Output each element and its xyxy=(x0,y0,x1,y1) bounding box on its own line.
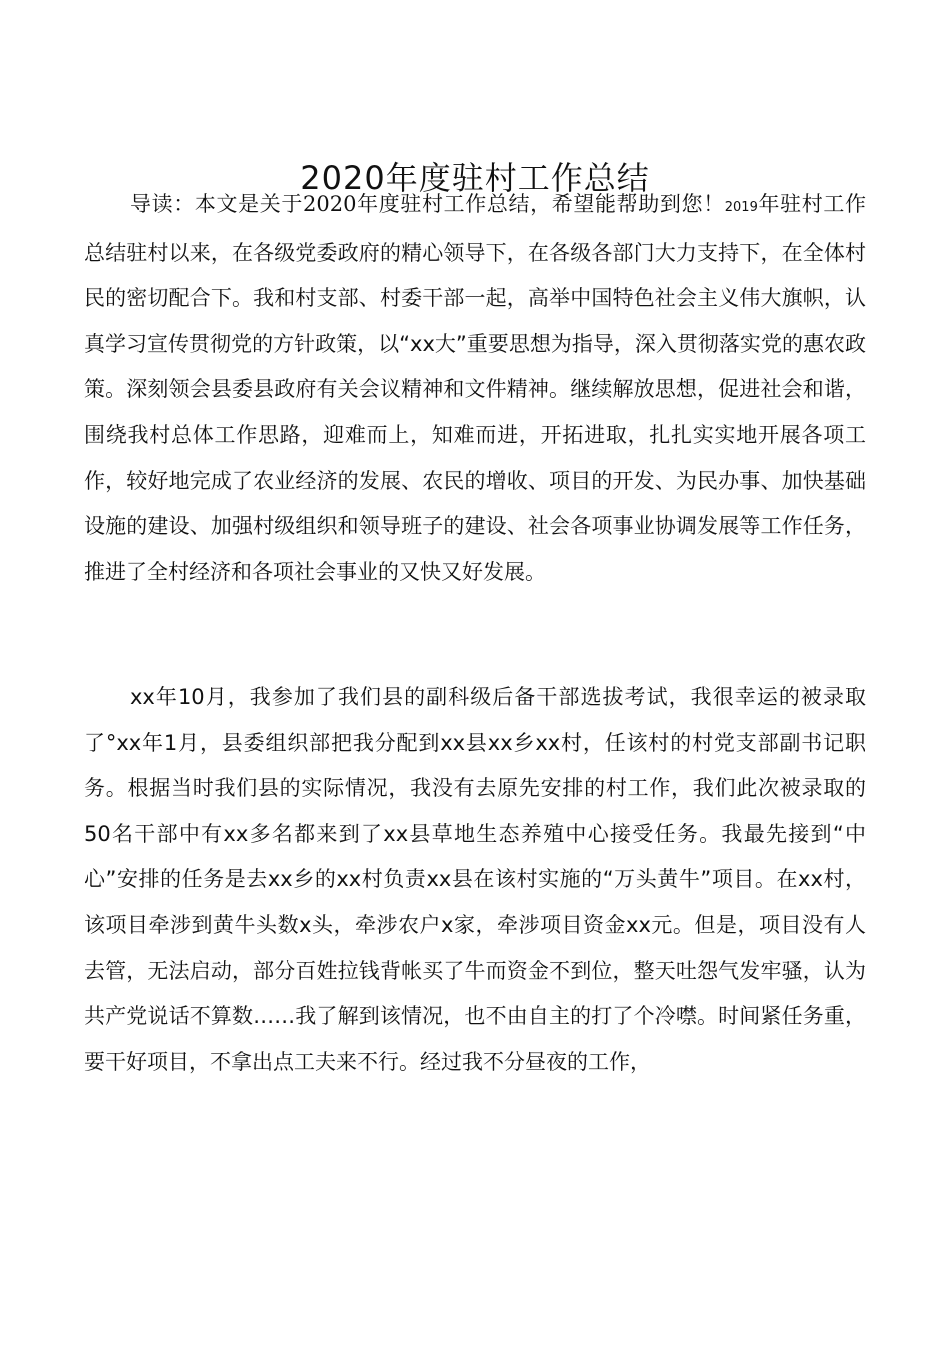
intro-year: 2019 xyxy=(724,200,758,215)
intro-lead: 导读：本文是关于2020年度驻村工作总结，希望能帮助到您！ xyxy=(130,192,725,216)
intro-body: 年驻村工作总结驻村以来，在各级党委政府的精心领导下，在各级各部门大力支持下，在全体村民的密切配合下。我和村支部、村委干部一起，高举中国特色社会主义伟大旗帜，认真学习宣传贯彻党的方针政策，以“xx大”重要思想为指导，深入贯彻落实党的惠农政策。深刻领会县委县政府有关会议精神和文件精神。继续解放思想，促进社会和谐，围绕我村总体工作思路，迎难而上，知难而进，开拓进取，扎扎实实地开展各项工作，较好地完成了农业经济的发展、农民的增收、项目的开发、为民办事、加快基础设施的建设、加强村级组织和领导班子的建设、社会各项事业协调发展等工作任务，推进了全村经济和各项社会事业的又快又好发展。 xyxy=(84,192,866,584)
document-title: 2020年度驻村工作总结 xyxy=(300,159,650,198)
intro-paragraph xyxy=(84,182,866,595)
body-paragraph-2: xx年10月，我参加了我们县的副科级后备干部选拔考试，我很幸运的被录取了°xx年1月，县委组织部把我分配到xx县xx乡xx村，任该村的村党支部副书记职务。根据当时我们县的实际情况，我没有去原先安排的村工作，我们此次被录取的50名干部中有xx多名都来到了xx县草地生态养殖中心接受任务。我最先接到“中心”安排的任务是去xx乡的xx村负责xx县在该村实施的“万头黄牛”项目。在xx村，该项目牵涉到黄牛头数x头，牵涉农户x家，牵涉项目资金xx元。但是，项目没有人去管，无法启动，部分百姓拉钱背帐买了牛而资金不到位，整天吐怨气发牢骚，认为共产党说话不算数……我了解到该情况，也不由自主的打了个冷噤。时间紧任务重，要干好项目，不拿出点工夫来不行。经过我不分昼夜的工作， xyxy=(84,685,866,1074)
